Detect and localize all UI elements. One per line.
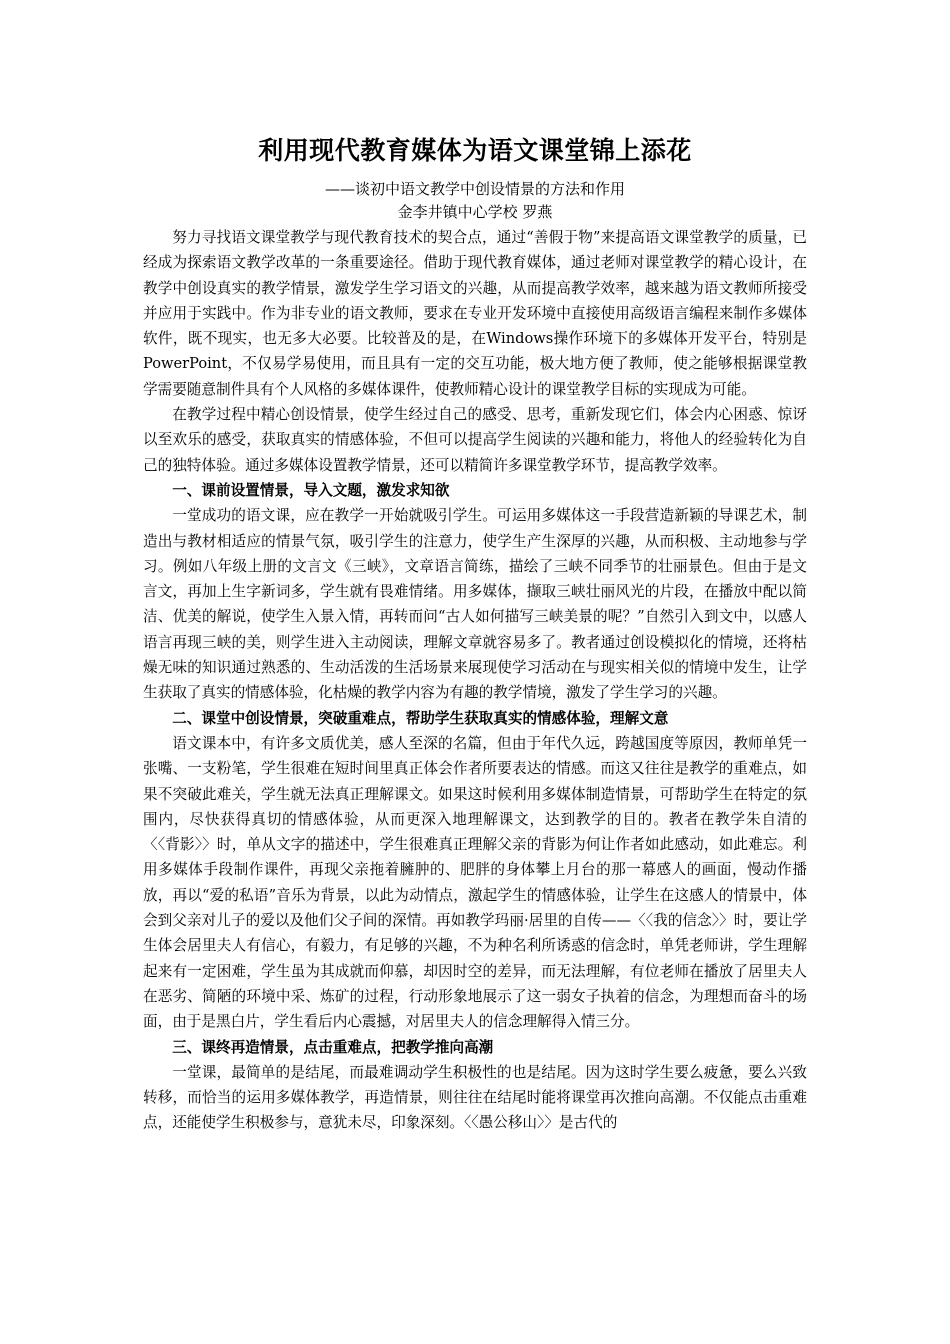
- section-3-paragraph: 一堂课，最简单的是结尾，而最难调动学生积极性的也是结尾。因为这时学生要么疲惫，要么兴致转移，而恰当的运用多媒体教学，再造情景，则往往在结尾时能将课堂再次推向高潮。不仅能点击重难点，还能使学生积极参与，意犹未尽，印象深刻。〈〈愚公移山〉〉是古代的: [143, 1063, 807, 1132]
- section-heading-2: 二、课堂中创设情景，突破重难点，帮助学生获取真实的情感体验，理解文意: [172, 709, 669, 727]
- document-title: 利用现代教育媒体为语文课堂锦上添花: [258, 136, 692, 165]
- section-heading-1: 一、课前设置情景，导入文题，激发求知欲: [172, 481, 450, 499]
- section-1-paragraph: 一堂成功的语文课，应在教学一开始就吸引学生。可运用多媒体这一手段营造新颖的导课艺术，制造出与教材相适应的情景气氛，吸引学生的注意力，使学生产生深厚的兴趣，从而积极、主动地参与学习。例如八年级上册的文言文《三峡》，文章语言简练，描绘了三峡不同季节的壮丽景色。但由于是文言文，再加上生字新词多，学生就有畏难情绪。用多媒体，撷取三峡壮丽风光的片段，在播放中配以简洁、优美的解说，使学生入景入情，再转而问“古人如何描写三峡美景的呢？”自然引入到文中，以感人语言再现三峡的美，则学生进入主动阅读，理解文章就容易多了。教者通过创设模拟化的情境，还将枯燥无味的知识通过熟悉的、生动活泼的生活场景来展现使学习活动在与现实相关似的情境中发生，让学生获取了真实的情感体验，化枯燥的教学内容为有趣的教学情境，激发了学生学习的兴趣。: [143, 507, 807, 702]
- document-body: [143, 225, 807, 1136]
- section-2-paragraph: 语文课本中，有许多文质优美，感人至深的名篇，但由于年代久远，跨越国度等原因，教师单凭一张嘴、一支粉笔，学生很难在短时间里真正体会作者所要表达的情感。而这又往往是教学的重难点，如果不突破此难关，学生就无法真正理解课文。如果这时候利用多媒体制造情景，可帮助学生在特定的氛围内，尽快获得真切的情感体验，从而更深入地理解课文，达到教学的目的。教者在教学朱自清的〈〈背影〉〉时，单从文字的描述中，学生很难真正理解父亲的背影为何让作者如此感动，如此难忘。利用多媒体手段制作课件，再现父亲拖着臃肿的、肥胖的身体攀上月台的那一幕感人的画面，慢动作播放，再以“爱的私语”音乐为背景，以此为动情点，激起学生的情感体验，让学生在这感人的情景中，体会到父亲对儿子的爱以及他们父子间的深情。再如教学玛丽·居里的自传——〈〈我的信念〉〉时，要让学生体会居里夫人有信心，有毅力，有足够的兴趣，不为种名利所诱惑的信念时，单凭老师讲，学生理解起来有一定困难，学生虽为其成就而仰慕，却因时空的差异，而无法理解，有位老师在播放了居里夫人在恶劣、简陋的环境中采、炼矿的过程，行动形象地展示了这一弱女子执着的信念，为理想而奋斗的场面，由于是黑白片，学生看后内心震撼，对居里夫人的信念理解得入情三分。: [143, 734, 807, 1031]
- intro-paragraph-2: 在教学过程中精心创设情景，使学生经过自己的感受、思考，重新发现它们，体会内心困惑、惊讶以至欢乐的感受，获取真实的情感体验，不但可以提高学生阅读的兴趣和能力，将他人的经验转化为自己的独特体验。通过多媒体设置教学情景，还可以精简许多课堂教学环节，提高教学效率。: [143, 406, 807, 474]
- author-line: 金李井镇中心学校 罗燕: [397, 203, 553, 221]
- intro-paragraph-1: 努力寻找语文课堂教学与现代教育技术的契合点，通过“善假于物”来提高语文课堂教学的质量，已经成为探索语文教学改革的一条重要途径。借助于现代教育媒体，通过老师对课堂教学的精心设计，在教学中创设真实的教学情景，激发学生学习语文的兴趣，从而提高教学效率，越来越为语文教师所接受并应用于实践中。作为非专业的语文教师，要求在专业开发环境中直接使用高级语言编程来制作多媒体软件，既不现实，也无多大必要。比较普及的是，在Windows操作环境下的多媒体开发平台，特别是PowerPoint，不仅易学易使用，而且具有一定的交互功能，极大地方便了教师，使之能够根据课堂教学需要随意制件具有个人风格的多媒体课件，使教师精心设计的课堂教学目标的实现成为可能。: [143, 229, 807, 398]
- section-heading-3: 三、课终再造情景，点击重难点，把教学推向高潮: [172, 1038, 494, 1056]
- document-subtitle: ——谈初中语文教学中创设情景的方法和作用: [324, 180, 625, 198]
